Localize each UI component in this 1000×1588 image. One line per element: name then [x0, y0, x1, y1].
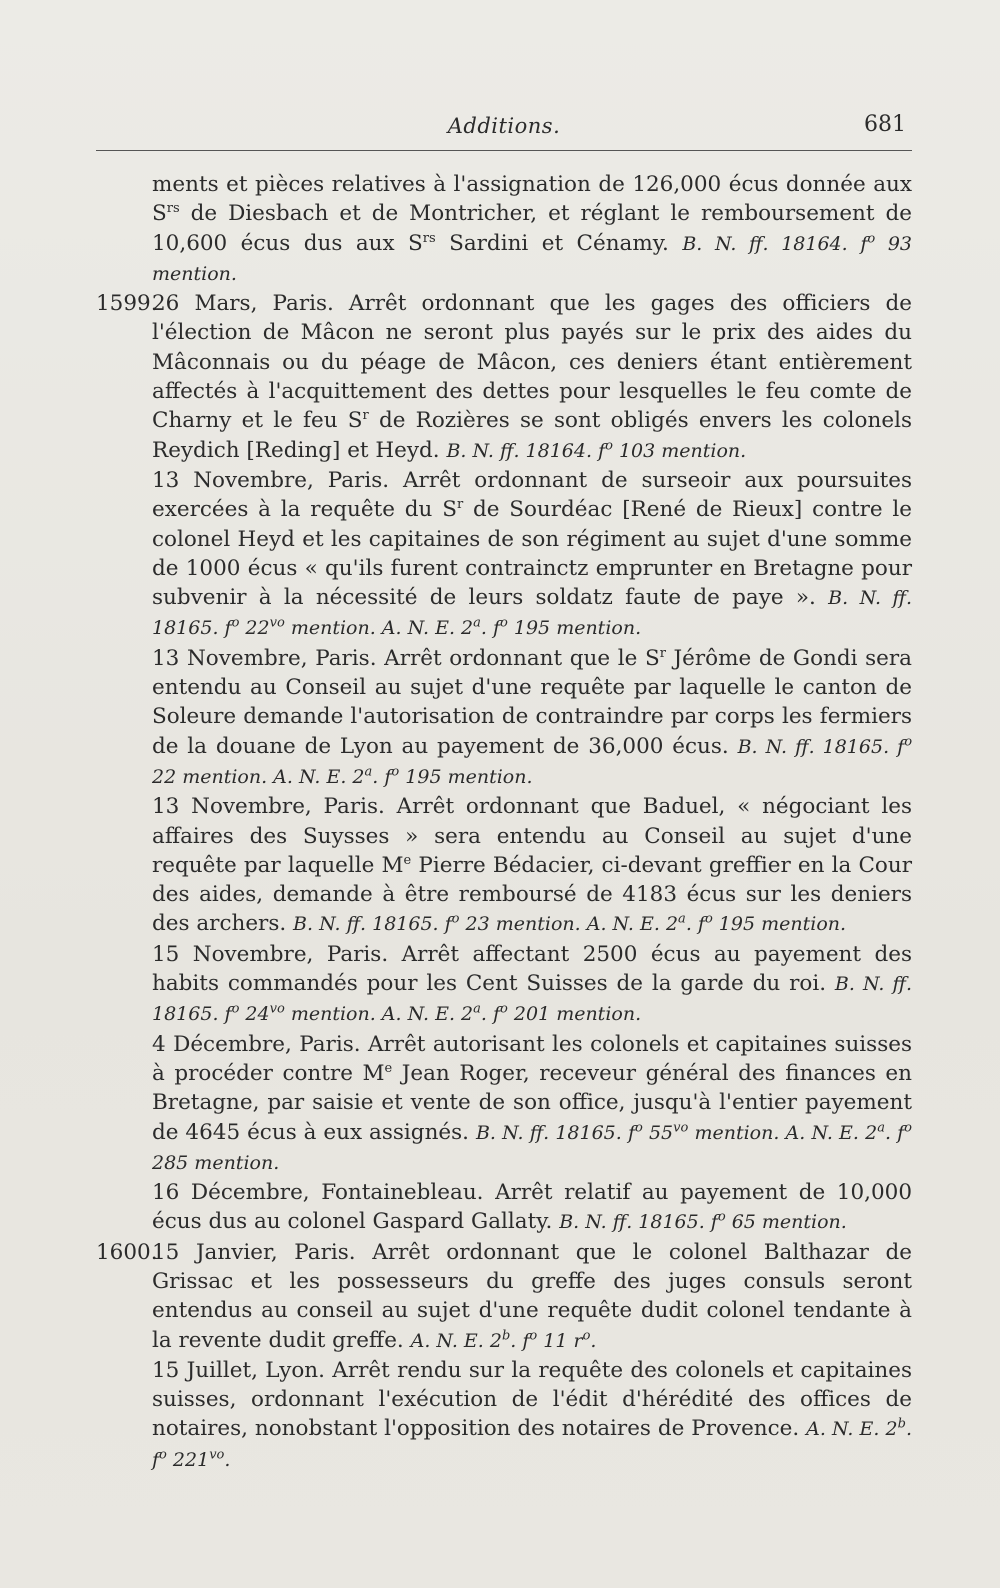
entry-paragraph: [96, 1030, 912, 1178]
entry-paragraph: [96, 466, 912, 644]
entry-text: 15 Janvier, Paris. Arrêt ordonnant que le colonel Balthazar de Grissac et les possesseurs du greffe des juges consuls seront entendus au conseil au sujet d'une requête dudit colonel tendante à la revente dudit greffe. A. N. E. 2$^b$. $f^o$ 11 $r^o$.: [152, 1239, 912, 1353]
entry-year: 1600.: [96, 1239, 158, 1265]
page-number: 681: [864, 112, 906, 137]
entry-text: 15 Novembre, Paris. Arrêt affectant 2500 écus au payement des habits commandés pour les Cent Suisses de la garde du roi. B. N. ff. 18165. $f^o$ $24^{vo}$ mention. A. N. E. 2$^a$. $f^o$ 201 mention.: [152, 941, 912, 1026]
entry-year: 1599.: [96, 291, 158, 317]
running-title: Additions.: [447, 114, 561, 138]
running-header: [96, 112, 912, 142]
entry-text: 16 Décembre, Fontainebleau. Arrêt relatif au payement de 10,000 écus dus au colonel Gaspard Gallaty. B. N. ff. 18165. $f^o$ 65 mention.: [152, 1180, 912, 1235]
entry-text: 13 Novembre, Paris. Arrêt ordonnant que le $S^r$ Jérôme de Gondi sera entendu au Conseil au sujet d'une requête par laquelle le canton de Soleure demande l'autorisation de contraindre par corps les fermiers de la douane de Lyon au payement de 36,000 écus. B. N. ff. 18165. $f^o$ 22 mention. A. N. E. 2$^a$. $f^o$ 195 mention.: [152, 645, 913, 788]
entry-paragraph: [96, 289, 912, 466]
header-rule: [96, 150, 912, 151]
entry-text: 13 Novembre, Paris. Arrêt ordonnant de surseoir aux poursuites exercées à la requête du $S^r$ de Sourdéac [René de Rieux] contre le colonel Heyd et les capitaines de son régiment au sujet d'une somme de 1000 écus « qu'ils furent contrainctz emprunter en Bretagne pour subvenir à la nécessité de leurs soldatz faute de paye ». B. N. ff. 18165. $f^o$ $22^{vo}$ mention. A. N. E. 2$^a$. $f^o$ 195 mention.: [152, 467, 913, 640]
entry-paragraph: [96, 1356, 912, 1475]
entry-text: 4 Décembre, Paris. Arrêt autorisant les colonels et capitaines suisses à procéder contre Me Jean Roger, receveur général des finances en Bretagne, par saisie et vente de son office, jusqu'à l'entier payement de 4645 écus à eux assignés. B. N. ff. 18165. $f^o$ $55^{vo}$ mention. A. N. E. 2$^a$. $f^o$ 285 mention.: [152, 1031, 913, 1174]
entry-paragraph: [96, 792, 912, 939]
entry-text: 13 Novembre, Paris. Arrêt ordonnant que Baduel, « négociant les affaires des Suysses » sera entendu au Conseil au sujet d'une requête par laquelle Me Pierre Bédacier, ci-devant greffier en la Cour des aides, demande à être remboursé de 4183 écus sur les deniers des archers. B. N. ff. 18165. $f^o$ 23 mention. A. N. E. 2$^a$. $f^o$ 195 mention.: [152, 794, 913, 937]
entry-paragraph: [96, 170, 912, 289]
entry-paragraph: [96, 1178, 912, 1238]
page-body: [96, 170, 912, 1475]
entry-paragraph: [96, 644, 912, 792]
entry-text: 15 Juillet, Lyon. Arrêt rendu sur la requête des colonels et capitaines suisses, ordonnant l'exécution de l'édit d'hérédité des offices de notaires, nonobstant l'opposition des notaires de Provence. A. N. E. 2$^b$. $f^o$ $221^{vo}$.: [152, 1357, 913, 1471]
entry-paragraph: [96, 1238, 912, 1356]
entry-paragraph: [96, 940, 912, 1030]
entry-text: ments et pièces relatives à l'assignation de 126,000 écus donnée aux $S^{rs}$ de Diesbach et de Montricher, et réglant le remboursement de 10,600 écus dus aux $S^{rs}$ Sardini et Cénamy. B. N. ff. 18164. $f^o$ 93 mention.: [152, 172, 913, 285]
entry-text: 26 Mars, Paris. Arrêt ordonnant que les gages des officiers de l'élection de Mâcon ne seront plus payés sur le prix des aides du Mâconnais ou du péage de Mâcon, ces deniers étant entièrement affectés à l'acquittement des dettes pour lesquelles le feu comte de Charny et le feu $S^r$ de Rozières se sont obligés envers les colonels Reydich [Reding] et Heyd. B. N. ff. 18164. $f^o$ 103 mention.: [152, 291, 912, 463]
